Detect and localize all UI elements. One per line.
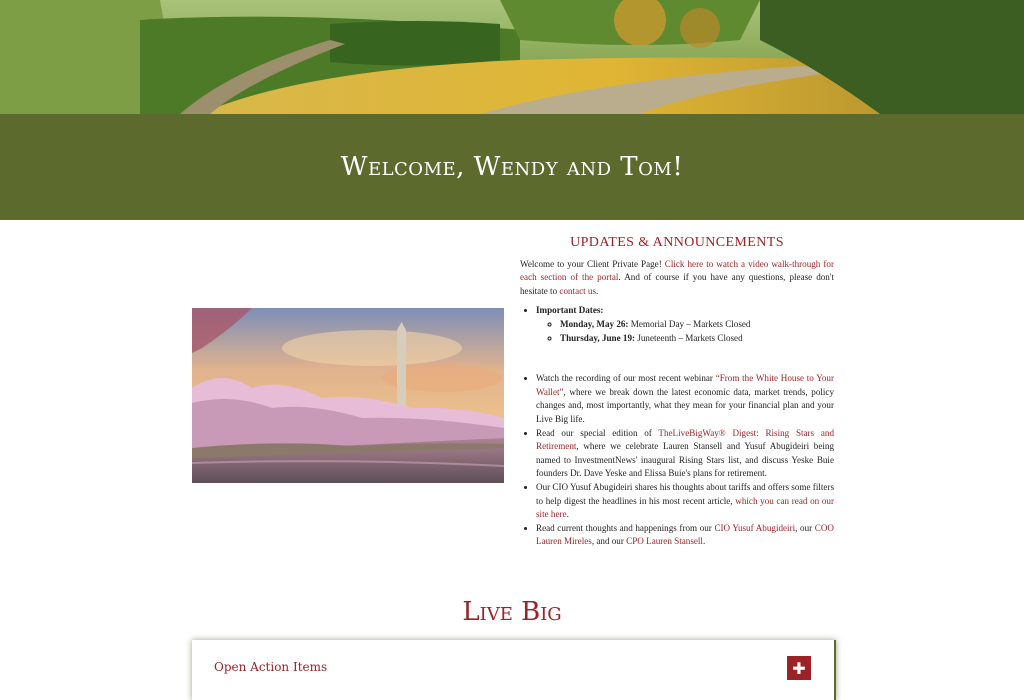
update-text: Watch the recording of our most recent webinar [536,373,716,384]
cpo-link[interactable]: CPO Lauren Stansell [626,536,703,547]
update-text: Read current thoughts and happenings from our [536,522,715,533]
update-item-digest [536,427,834,481]
date-day: Monday, May 26: [560,318,629,329]
contact-us-link[interactable]: contact us [559,285,597,296]
update-text: , where we celebrate Lauren Stansell and Yusuf Abugideiri being named to InvestmentNews' inaugural Rising Stars list, and discuss Yeske Buie founders Dr. Dave Yeske and Elissa Buie's plans for retirement. [536,441,834,479]
update-text: . [702,536,706,547]
cio-link[interactable]: CIO Yusuf Abugideiri [714,522,796,533]
update-item-article [536,481,834,522]
updates-intro [520,258,834,299]
welcome-banner [0,114,1024,220]
important-dates-label: Important Dates: [536,305,604,316]
intro-text-1: Welcome to your Client Private Page! [520,258,665,269]
date-item [560,318,834,332]
coo-link[interactable]: COO Lauren Mireles [536,522,834,547]
date-desc: Memorial Day – Markets Closed [628,318,751,329]
update-text: , and our [591,536,627,547]
intro-text-2: . And of course if you have any questions, please don't hesitate to [520,272,835,296]
list-spacer [536,345,834,372]
webinar-link[interactable]: “From the White House to Your Wallet” [536,373,834,397]
update-text: . [566,509,569,520]
update-text: Read our special edition of [536,427,659,438]
article-link[interactable]: which you can read on our site here [536,495,835,520]
live-big-title: Live Big [462,597,562,627]
update-text: , where we break down the latest economic data, market trends, policy changes and, most importantly, what they mean for your financial plan and your Live Big life. [536,386,834,424]
plus-icon[interactable]: ✚ [787,656,811,680]
important-dates-item [536,304,834,345]
updates-heading: UPDATES & ANNOUNCEMENTS [570,235,784,250]
update-text: , our [795,522,815,533]
intro-text-3: . [596,285,599,296]
video-walkthrough-link[interactable]: Click here to watch a video walk-through for each section of the portal [520,258,834,283]
update-item-thoughts [536,522,834,549]
update-item-webinar [536,372,834,426]
important-dates-list [536,318,834,345]
welcome-title: Welcome, Wendy and Tom! [340,152,684,182]
date-day: Thursday, June 19: [560,332,636,343]
update-text: Our CIO Yusuf Abugideiri shares his thoughts about tariffs and offers some filters to help digest the headlines in his most recent article, [536,481,834,506]
accordion-label[interactable]: Open Action Items [214,660,328,674]
hero-landscape-image [0,0,1024,114]
date-item [560,332,834,346]
date-desc: Juneteenth – Markets Closed [635,332,743,343]
updates-announcements-section [520,236,834,549]
digest-link[interactable]: TheLiveBigWay® Digest: Rising Stars and Retirement [536,427,834,452]
open-action-items-accordion[interactable] [192,640,836,700]
updates-list [520,304,834,549]
cherry-blossom-monument-photo [192,308,504,483]
